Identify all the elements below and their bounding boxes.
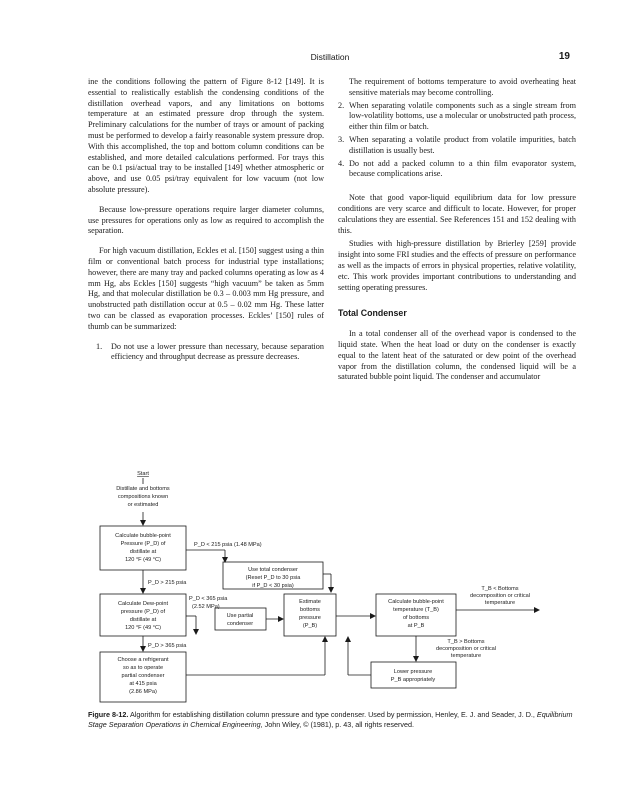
svg-text:partial condenser: partial condenser <box>121 673 165 679</box>
svg-text:Calculate Dew-point: Calculate Dew-point <box>117 601 169 607</box>
svg-text:bottoms: bottoms <box>300 607 320 613</box>
caption-text-end: , John Wiley, © (1981), p. 43, all rights reserved. <box>260 719 414 729</box>
list-item: 1. Do not use a lower pressure than necessary, because separation efficiency and throughput decrease as pressure decreases. <box>96 341 324 362</box>
caption-text: Algorithm for establishing distillation column pressure and type condenser. Used by permission, Henley, E. J. and Seader, J. D., <box>129 710 535 719</box>
svg-text:temperature: temperature <box>450 653 482 659</box>
paragraph: In a total condenser all of the overhead vapor is condensed to the liquid state. When the heat load or duty on the condenser is exactly equal to the latent heat of the saturated or dew point of the overhead vapor from the distillation column, the condensed liquid will be a saturated bubble point liquid. The condenser and accumulator <box>338 329 576 382</box>
svg-text:temperature (T_B): temperature (T_B) <box>393 607 439 613</box>
section-heading: Total Condenser <box>338 308 407 319</box>
svg-text:T_B > Bottoms: T_B > Bottoms <box>447 639 485 645</box>
svg-text:pressure (P_D) of: pressure (P_D) of <box>120 609 166 615</box>
dew-point-box <box>118 601 169 631</box>
left-column <box>88 77 324 363</box>
svg-text:compositions known: compositions known <box>117 494 169 500</box>
figure-caption <box>88 710 578 729</box>
svg-text:120 °F (49 °C): 120 °F (49 °C) <box>125 625 161 631</box>
paragraph: For high vacuum distillation, Eckles et al. [150] suggest using a thin film or conventional batch process for industrial type installations; however, there are many tray and packed columns operating as low as 4 mm Hg, abs Eckles [150] suggests “high vacuum” be taken as 5mm Hg, and that molecular distillation be 0.3 – 0.003 mm Hg pressure, and unobstructed path distillation occur at 0.5 – 0.02 mm Hg. These latter two can be classed as evaporation processes. Eckles’ [150] rules of thumb can be summarized: <box>88 246 324 331</box>
condition-pd-lt-215: P_D < 215 psia (1.48 MPa) <box>194 542 262 548</box>
svg-text:Estimate: Estimate <box>299 599 321 605</box>
start-label: Start <box>137 471 149 477</box>
svg-text:if P_D < 30 psia): if P_D < 30 psia) <box>252 583 294 589</box>
list-item: 3. When separating a volatile product from volatile impurities, batch distillation is usually best. <box>338 134 576 155</box>
svg-text:120 °F (49 °C): 120 °F (49 °C) <box>125 557 161 563</box>
flowchart <box>88 466 568 704</box>
list-item: 2. When separating volatile components such as a single stream from low-volatility bottoms, use a molecular or unobstructed path process, either thin film or batch. <box>338 100 576 132</box>
svg-text:distillate at: distillate at <box>129 549 157 555</box>
svg-text:of bottoms: of bottoms <box>402 615 430 621</box>
svg-text:at 415 psia: at 415 psia <box>129 681 157 687</box>
paragraph: Because low-pressure operations require larger diameter columns, use pressures for operations only as low as required to accomplish the separation. <box>88 204 324 236</box>
svg-text:(2.52 MPa): (2.52 MPa) <box>192 604 220 610</box>
lower-pressure-box <box>391 669 436 683</box>
svg-text:Calculate bubble-point: Calculate bubble-point <box>388 599 444 605</box>
svg-text:T_B < Bottoms: T_B < Bottoms <box>481 586 519 592</box>
svg-text:decomposition or critical: decomposition or critical <box>469 593 531 599</box>
svg-text:(Reset P_D to 30 psia: (Reset P_D to 30 psia <box>245 575 301 581</box>
page-header <box>90 52 570 66</box>
bubble-point-box <box>115 533 171 563</box>
caption-book-title: Equilibrium Stage Separation Operations in Chemical Engineering <box>88 710 573 729</box>
svg-text:Calculate bubble-point: Calculate bubble-point <box>115 533 171 539</box>
svg-text:condenser: condenser <box>226 621 254 627</box>
svg-text:or estimated: or estimated <box>127 502 159 508</box>
refrigerant-box <box>118 657 169 695</box>
svg-text:(2.86 MPa): (2.86 MPa) <box>129 689 157 695</box>
svg-text:Distillate and bottoms: Distillate and bottoms <box>116 486 170 492</box>
svg-text:pressure: pressure <box>299 615 321 621</box>
page-number: 19 <box>558 51 570 62</box>
svg-text:P_B appropriately: P_B appropriately <box>390 677 436 683</box>
list-item: 4. Do not add a packed column to a thin film evaporator system, because complications arise. <box>338 158 576 179</box>
svg-text:so as to operate: so as to operate <box>122 665 164 671</box>
svg-text:temperature: temperature <box>484 600 516 606</box>
svg-text:P_D < 365 psia: P_D < 365 psia <box>189 596 228 602</box>
svg-text:Lower pressure: Lower pressure <box>393 669 433 675</box>
svg-text:Use total condenser: Use total condenser <box>248 567 298 573</box>
svg-text:distillate at: distillate at <box>129 617 157 623</box>
condition-tb-gt <box>436 639 496 659</box>
start-box <box>116 486 170 508</box>
estimate-bottoms-box <box>299 599 321 629</box>
total-condenser-box <box>246 567 302 589</box>
svg-text:Choose a refrigerant: Choose a refrigerant <box>117 657 169 663</box>
condition-pd-gt-215: P_D > 215 psia <box>148 580 187 586</box>
paragraph: Studies with high-pressure distillation by Brierley [259] provide insight into some FRI studies and the effects of pressure on performance as well as the impacts of errors in physical properties, relative volatility, etc. This work provides important contributions to understanding and setting operating pressures. <box>338 239 576 292</box>
condition-tb-lt <box>470 586 530 606</box>
svg-text:Use partial: Use partial <box>226 613 254 619</box>
svg-text:decomposition or critical: decomposition or critical <box>435 646 497 652</box>
figure-label: Figure 8-12. <box>88 710 129 719</box>
paragraph: Note that good vapor-liquid equilibrium data for low pressure conditions are very scarce and difficult to locate. However, for proper calculations they are essential. See References 151 and 152 dealing with this. <box>338 193 576 235</box>
svg-text:(P_B): (P_B) <box>302 623 318 629</box>
running-title: Distillation <box>310 52 350 62</box>
list-item: The requirement of bottoms temperature to avoid overheating heat sensitive materials may become controlling. <box>349 77 576 97</box>
partial-condenser-box <box>227 613 254 627</box>
paragraph: ine the conditions following the pattern of Figure 8-12 [149]. It is essential to realistically establish the condensing conditions of the distillation overhead vapors, and any limitations on bottoms temperature at an estimated pressure drop through the system. Preliminary calculations for the number of trays or amount of packing must be performed to develop a fairly reasonable system pressure drop. With this accomplished, the top and bottom column conditions can be established, and more detailed calculations performed. For trays this can be 0.1 psi/actual tray to be installed [149] whether atmospheric or above, and use 0.05 psi/tray equivalent for low vacuum (not low absolute pressure). <box>88 77 324 194</box>
right-column <box>338 77 576 383</box>
condition-pd-gt-365: P_D > 365 psia <box>148 643 187 649</box>
svg-text:Pressure (P_D) of: Pressure (P_D) of <box>120 541 166 547</box>
bottoms-temperature-box <box>388 599 444 629</box>
svg-text:at P_B: at P_B <box>407 623 425 629</box>
